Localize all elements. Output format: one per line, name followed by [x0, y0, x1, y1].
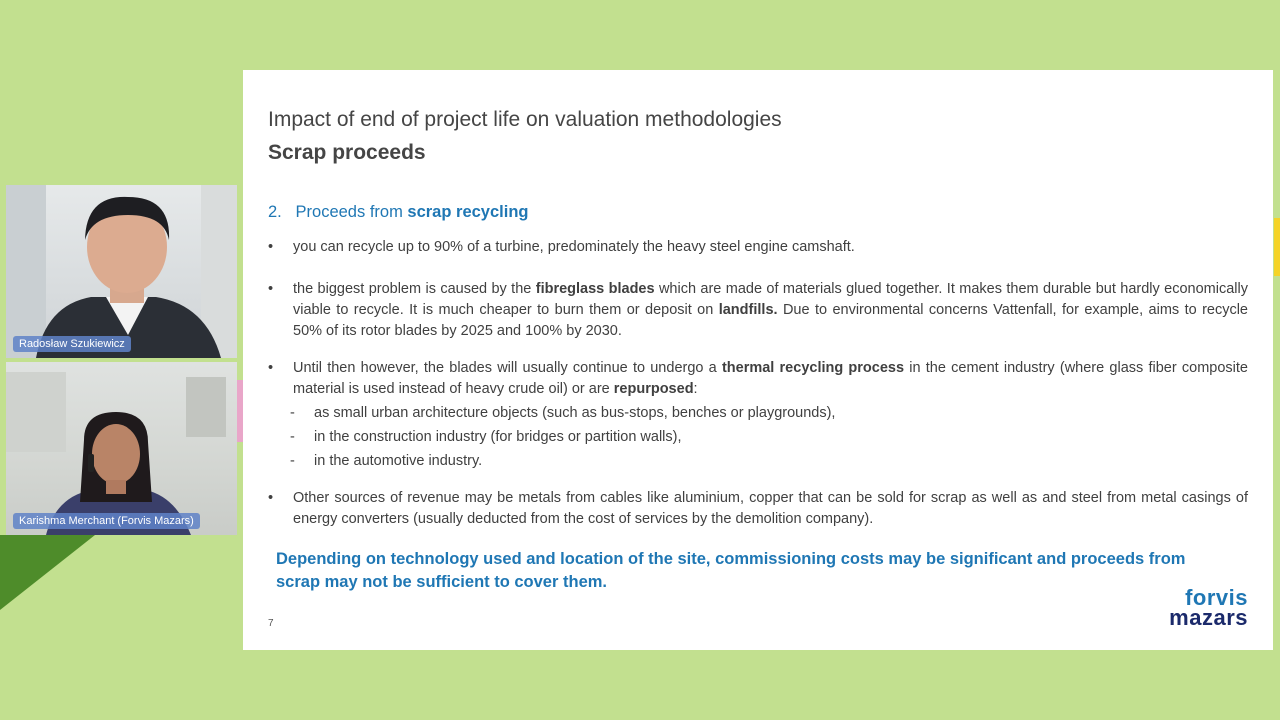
sub-list-item — [268, 427, 1248, 448]
bullet-marker: • — [268, 360, 274, 376]
section-text-bold: scrap recycling — [407, 203, 529, 221]
sub-item-text: in the automotive industry. — [314, 453, 483, 469]
participant-name-tag: Radosław Szukiewicz — [13, 336, 131, 352]
bullet-text: Until then however, the blades will usually continue to undergo a — [293, 360, 722, 376]
sub-list-item — [268, 403, 1248, 424]
slide-subtitle: Scrap proceeds — [268, 141, 426, 164]
bullet-text-bold: thermal recycling process — [721, 360, 905, 376]
sub-list-item — [268, 451, 1248, 472]
bullet-item — [268, 488, 1248, 530]
logo-line-2: mazars — [1169, 605, 1248, 630]
presentation-slide — [243, 70, 1273, 650]
bullet-text: which are made of materials glued together. It makes them durable but hardly economically viable to recycle. It is much cheaper to burn them or deposit on — [293, 281, 1248, 318]
slide-title: Impact of end of project life on valuation methodologies — [268, 108, 782, 131]
conclusion-text: Depending on technology used and location of the site, commissioning costs may be significant and proceeds from scrap may not be sufficient to cover them. — [276, 550, 1186, 591]
person-silhouette-male — [6, 185, 237, 358]
bullet-text-bold: fibreglass blades — [535, 281, 655, 297]
dash-marker: - — [290, 405, 295, 421]
sub-item-text: in the construction industry (for bridges or partition walls), — [314, 429, 682, 445]
bullet-text-bold: landfills. — [718, 302, 778, 318]
bullet-text: Due to environmental concerns Vattenfall, for example, aims to recycle 50% of its rotor blades by 2025 and 100% by 2030. — [293, 302, 1248, 339]
decorative-stripe-yellow — [1274, 218, 1280, 276]
sub-item-text: as small urban architecture objects (such as bus-stops, benches or playgrounds), — [314, 405, 836, 421]
bullet-text: the biggest problem is caused by the — [293, 281, 536, 297]
section-number: 2. — [268, 203, 282, 221]
bullet-item — [268, 279, 1248, 342]
section-text: Proceeds from — [295, 203, 408, 221]
person-silhouette-female — [6, 362, 237, 535]
dash-marker: - — [290, 453, 295, 469]
bullet-marker: • — [268, 239, 274, 255]
bullet-text: : — [693, 381, 698, 397]
participant-video-radoslaw[interactable] — [6, 185, 237, 358]
bullet-text: Other sources of revenue may be metals from cables like aluminium, copper that can be sold for scrap as well as and steel from metal casings of energy converters (usually deducted from the cost of services by the demolition company). — [293, 490, 1248, 527]
logo-line-1: forvis — [1185, 585, 1248, 610]
bullet-text-bold: repurposed — [613, 381, 694, 397]
bullet-item — [268, 237, 1248, 258]
bullet-list — [268, 237, 1248, 530]
decorative-triangle — [0, 535, 95, 610]
dash-marker: - — [290, 429, 295, 445]
forvis-mazars-logo — [1169, 585, 1248, 630]
page-number: 7 — [268, 618, 274, 629]
bullet-marker: • — [268, 490, 274, 506]
section-heading — [268, 203, 528, 222]
bullet-item — [268, 358, 1248, 400]
bullet-marker: • — [268, 281, 274, 297]
bullet-text: you can recycle up to 90% of a turbine, predominately the heavy steel engine camshaft. — [293, 239, 855, 255]
participant-name-tag: Karishma Merchant (Forvis Mazars) — [13, 513, 200, 529]
bullet-text: in the cement industry (where glass fiber composite material is used instead of heavy crude oil) or are — [293, 360, 1248, 397]
participant-video-karishma[interactable] — [6, 362, 237, 535]
